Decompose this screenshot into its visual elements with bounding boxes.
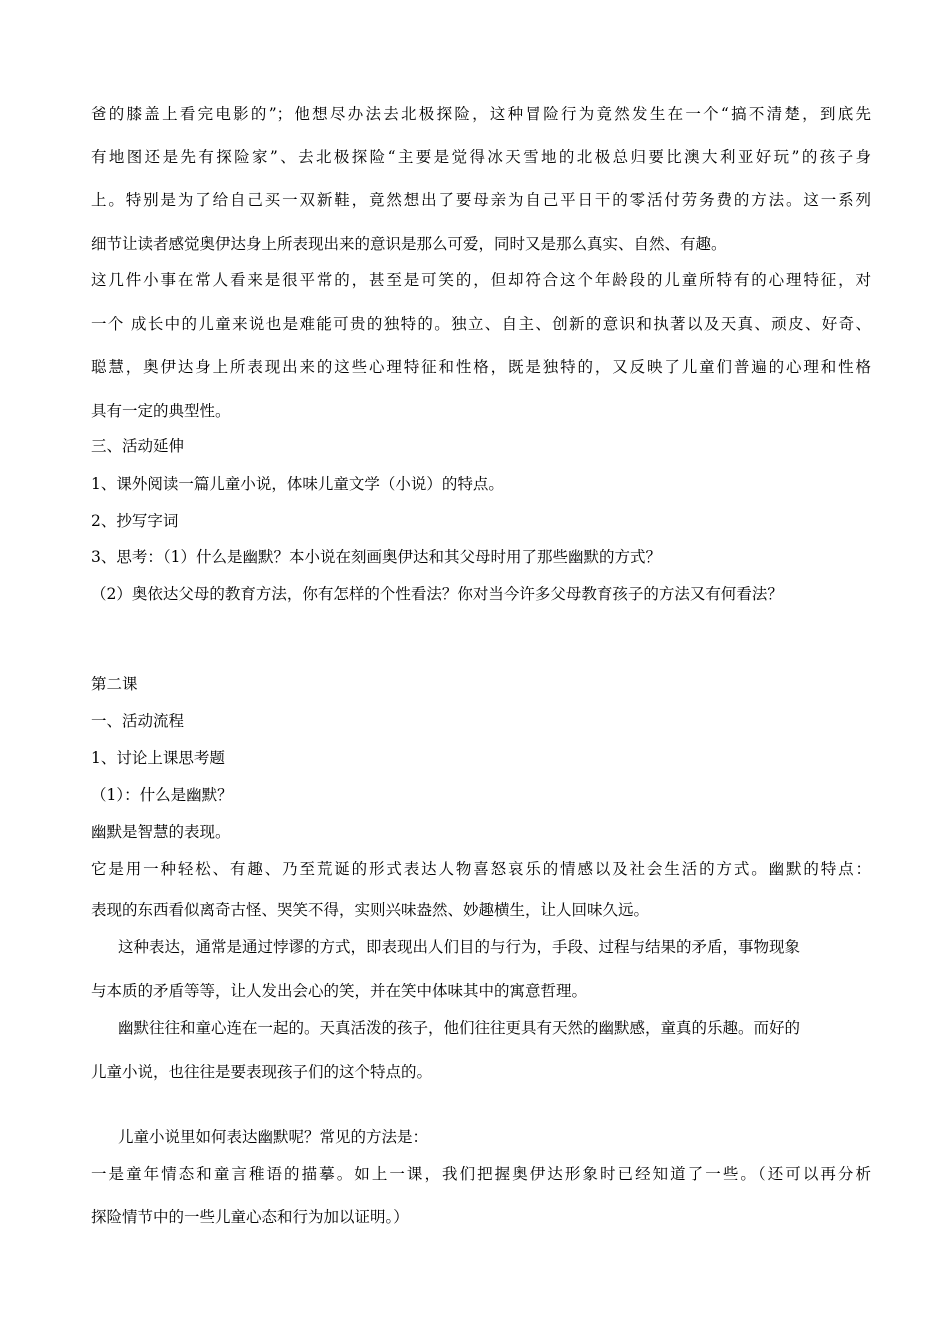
lesson-title: 第二课 bbox=[91, 675, 138, 693]
paragraph-line: 有地图还是先有探险家”、去北极探险“主要是觉得冰天雪地的北极总归要比澳大利亚好玩”的孩子身 bbox=[91, 148, 871, 166]
paragraph-line: 具有一定的典型性。 bbox=[91, 402, 231, 420]
paragraph-line: 一个 成长中的儿童来说也是难能可贵的独特的。独立、自主、创新的意识和执著以及天真、顽皮、好奇、 bbox=[91, 315, 871, 333]
list-item: 1、课外阅读一篇儿童小说，体味儿童文学（小说）的特点。 bbox=[91, 475, 504, 493]
question: （1）：什么是幽默？ bbox=[91, 786, 233, 804]
paragraph-line: 细节让读者感觉奥伊达身上所表现出来的意识是那么可爱，同时又是那么真实、自然、有趣。 bbox=[91, 235, 727, 253]
list-item: （2）奥依达父母的教育方法，你有怎样的个性看法？你对当今许多父母教育孩子的方法又有何看法？ bbox=[91, 585, 783, 603]
paragraph-line: 幽默往往和童心连在一起的。天真活泼的孩子，他们往往更具有天然的幽默感，童真的乐趣。而好的 bbox=[118, 1019, 801, 1037]
list-item: 1、讨论上课思考题 bbox=[91, 749, 225, 767]
list-item: 2、抄写字词 bbox=[91, 512, 179, 530]
paragraph-line: 探险情节中的一些儿童心态和行为加以证明。） bbox=[91, 1208, 409, 1226]
paragraph-line: 与本质的矛盾等等，让人发出会心的笑，并在笑中体味其中的寓意哲理。 bbox=[91, 982, 588, 1000]
paragraph-line: 儿童小说里如何表达幽默呢？常见的方法是： bbox=[118, 1128, 429, 1146]
section-heading: 一、活动流程 bbox=[91, 712, 185, 730]
list-item: 3、思考：（1）什么是幽默？本小说在刻画奥伊达和其父母时用了那些幽默的方式？ bbox=[91, 548, 661, 566]
paragraph-line: 爸的膝盖上看完电影的”；他想尽办法去北极探险，这种冒险行为竟然发生在一个“搞不清楚，到底先 bbox=[91, 105, 871, 123]
paragraph-line: 一是童年情态和童言稚语的描摹。如上一课，我们把握奥伊达形象时已经知道了一些。（还可以再分析 bbox=[91, 1165, 871, 1183]
paragraph-line: 儿童小说，也往往是要表现孩子们的这个特点的。 bbox=[91, 1063, 433, 1081]
paragraph-line: 它是用一种轻松、有趣、乃至荒诞的形式表达人物喜怒哀乐的情感以及社会生活的方式。幽默的特点： bbox=[91, 860, 871, 878]
paragraph-line: 表现的东西看似离奇古怪、哭笑不得，实则兴味盎然、妙趣横生，让人回味久远。 bbox=[91, 901, 650, 919]
paragraph-line: 聪慧，奥伊达身上所表现出来的这些心理特征和性格，既是独特的，又反映了儿童们普遍的心理和性格 bbox=[91, 358, 871, 376]
paragraph-line: 上。特别是为了给自己买一双新鞋，竟然想出了要母亲为自己平日干的零活付劳务费的方法。这一系列 bbox=[91, 191, 871, 209]
paragraph-line: 这几件小事在常人看来是很平常的，甚至是可笑的，但却符合这个年龄段的儿童所特有的心理特征，对 bbox=[91, 271, 871, 289]
answer: 幽默是智慧的表现。 bbox=[91, 823, 231, 841]
section-heading: 三、活动延伸 bbox=[91, 437, 185, 455]
paragraph-line: 这种表达，通常是通过悖谬的方式，即表现出人们目的与行为，手段、过程与结果的矛盾，事物现象 bbox=[118, 938, 801, 956]
